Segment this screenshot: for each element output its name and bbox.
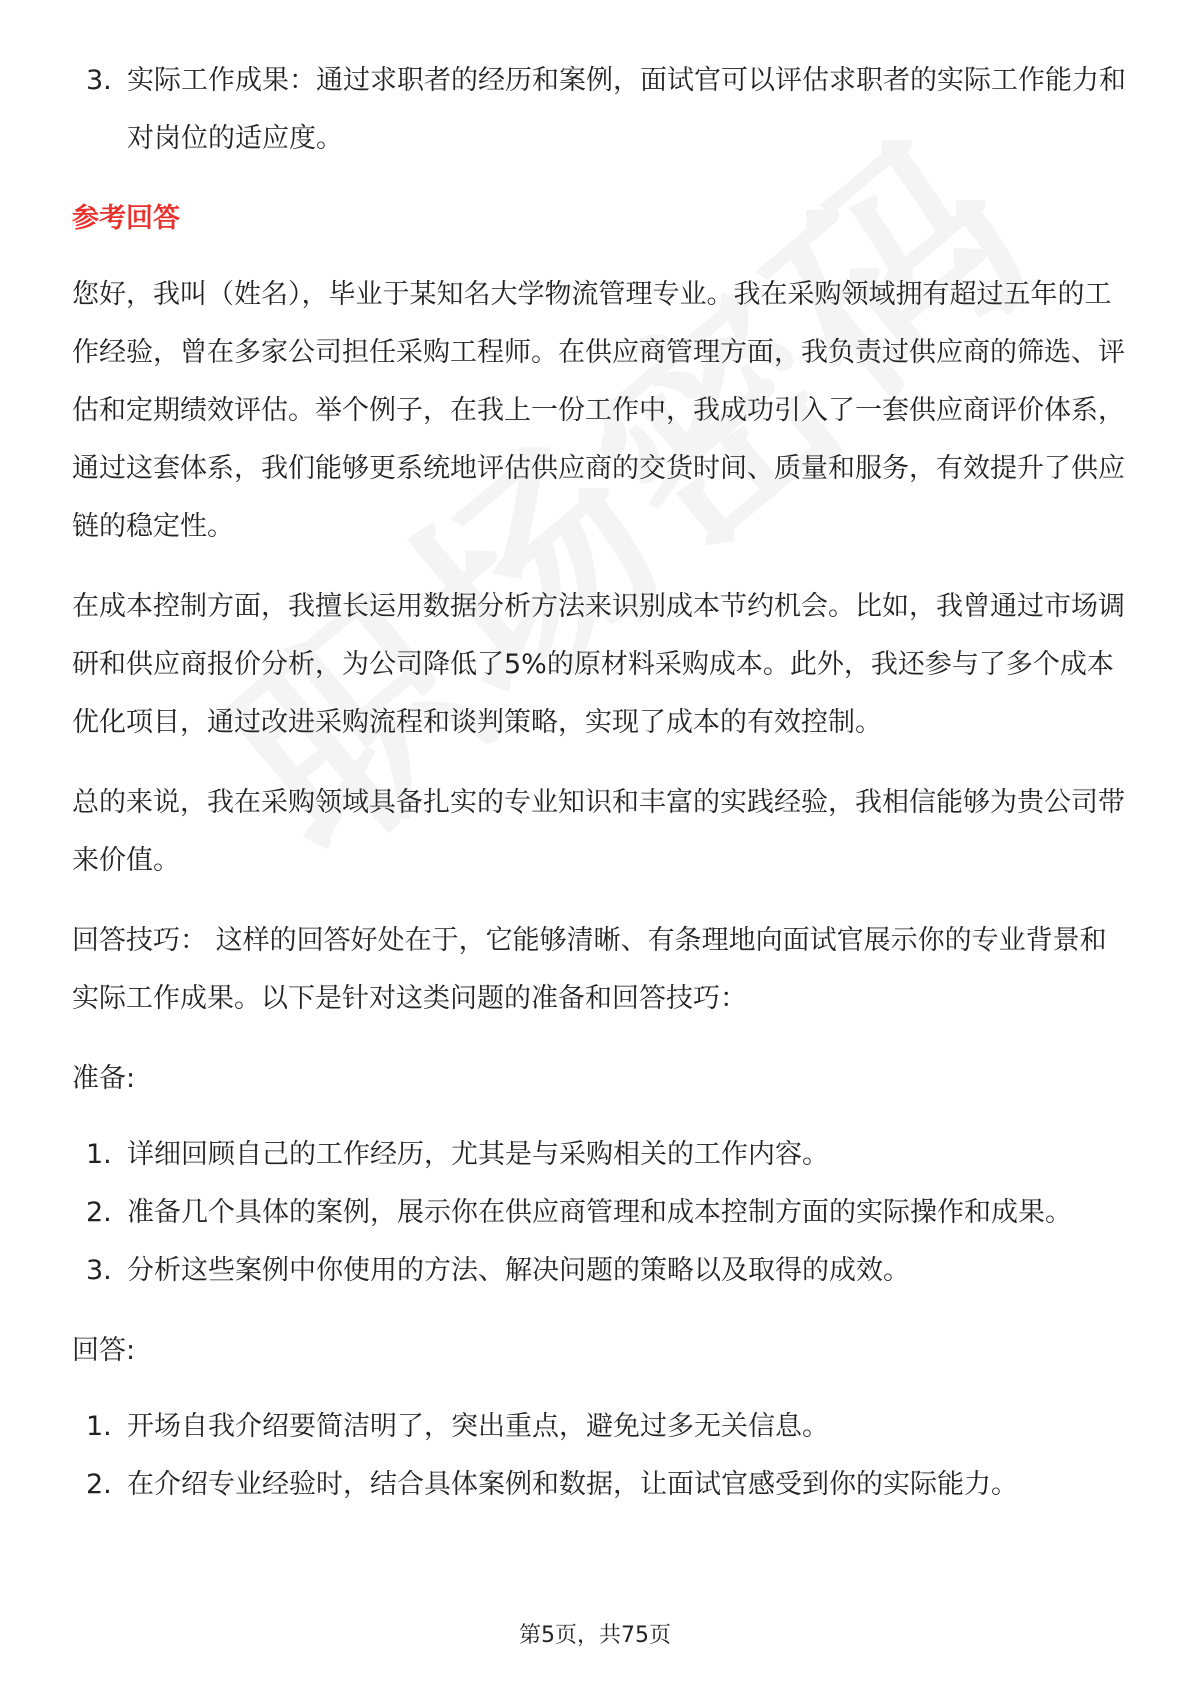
- answer-tips-paragraph: 回答技巧： 这样的回答好处在于，它能够清晰、有条理地向面试官展示你的专业背景和实际工作成果。以下是针对这类问题的准备和回答技巧：: [72, 925, 1107, 1014]
- list-number: 1.: [86, 1411, 112, 1442]
- answer-paragraph-summary: 总的来说，我在采购领域具备扎实的专业知识和丰富的实践经验，我相信能够为贵公司带来价值。: [72, 787, 1125, 876]
- criteria-list: [72, 52, 1132, 168]
- list-number: 1.: [86, 1139, 112, 1170]
- section-title: 参考回答: [72, 203, 180, 234]
- list-number: 2.: [86, 1469, 112, 1500]
- answer-paragraph-intro: 您好，我叫（姓名），毕业于某知名大学物流管理专业。我在采购领域拥有超过五年的工作经验，曾在多家公司担任采购工程师。在供应商管理方面，我负责过供应商的筛选、评估和定期绩效评估。举个例子，在我上一份工作中，我成功引入了一套供应商评价体系，通过这套体系，我们能够更系统地评估供应商的交货时间、质量和服务，有效提升了供应链的稳定性。: [72, 279, 1125, 542]
- page-number: 第5页，共75页: [519, 1623, 671, 1648]
- list-text: 开场自我介绍要简洁明了，突出重点，避免过多无关信息。: [127, 1411, 829, 1442]
- list-number: 3.: [86, 65, 112, 96]
- list-item: [72, 52, 1132, 168]
- list-text: 准备几个具体的案例，展示你在供应商管理和成本控制方面的实际操作和成果。: [127, 1197, 1072, 1228]
- list-number: 2.: [86, 1197, 112, 1228]
- answer-paragraph-cost: 在成本控制方面，我擅长运用数据分析方法来识别成本节约机会。比如，我曾通过市场调研和供应商报价分析，为公司降低了5%的原材料采购成本。此外，我还参与了多个成本优化项目，通过改进采购流程和谈判策略，实现了成本的有效控制。: [72, 591, 1125, 738]
- list-text: 详细回顾自己的工作经历，尤其是与采购相关的工作内容。: [127, 1139, 829, 1170]
- prep-label: 准备:: [72, 1063, 136, 1094]
- document-body: [72, 52, 1132, 1514]
- list-number: 3.: [86, 1255, 112, 1286]
- list-item: [72, 1398, 1132, 1456]
- list-item: [72, 1242, 1132, 1300]
- list-item: [72, 1456, 1132, 1514]
- list-text: 实际工作成果：通过求职者的经历和案例，面试官可以评估求职者的实际工作能力和对岗位的适应度。: [127, 65, 1126, 154]
- answer-list: [72, 1398, 1132, 1514]
- prep-list: [72, 1126, 1132, 1300]
- list-item: [72, 1126, 1132, 1184]
- answer-label: 回答:: [72, 1335, 136, 1366]
- list-text: 在介绍专业经验时，结合具体案例和数据，让面试官感受到你的实际能力。: [127, 1469, 1018, 1500]
- list-item: [72, 1184, 1132, 1242]
- list-text: 分析这些案例中你使用的方法、解决问题的策略以及取得的成效。: [127, 1255, 910, 1286]
